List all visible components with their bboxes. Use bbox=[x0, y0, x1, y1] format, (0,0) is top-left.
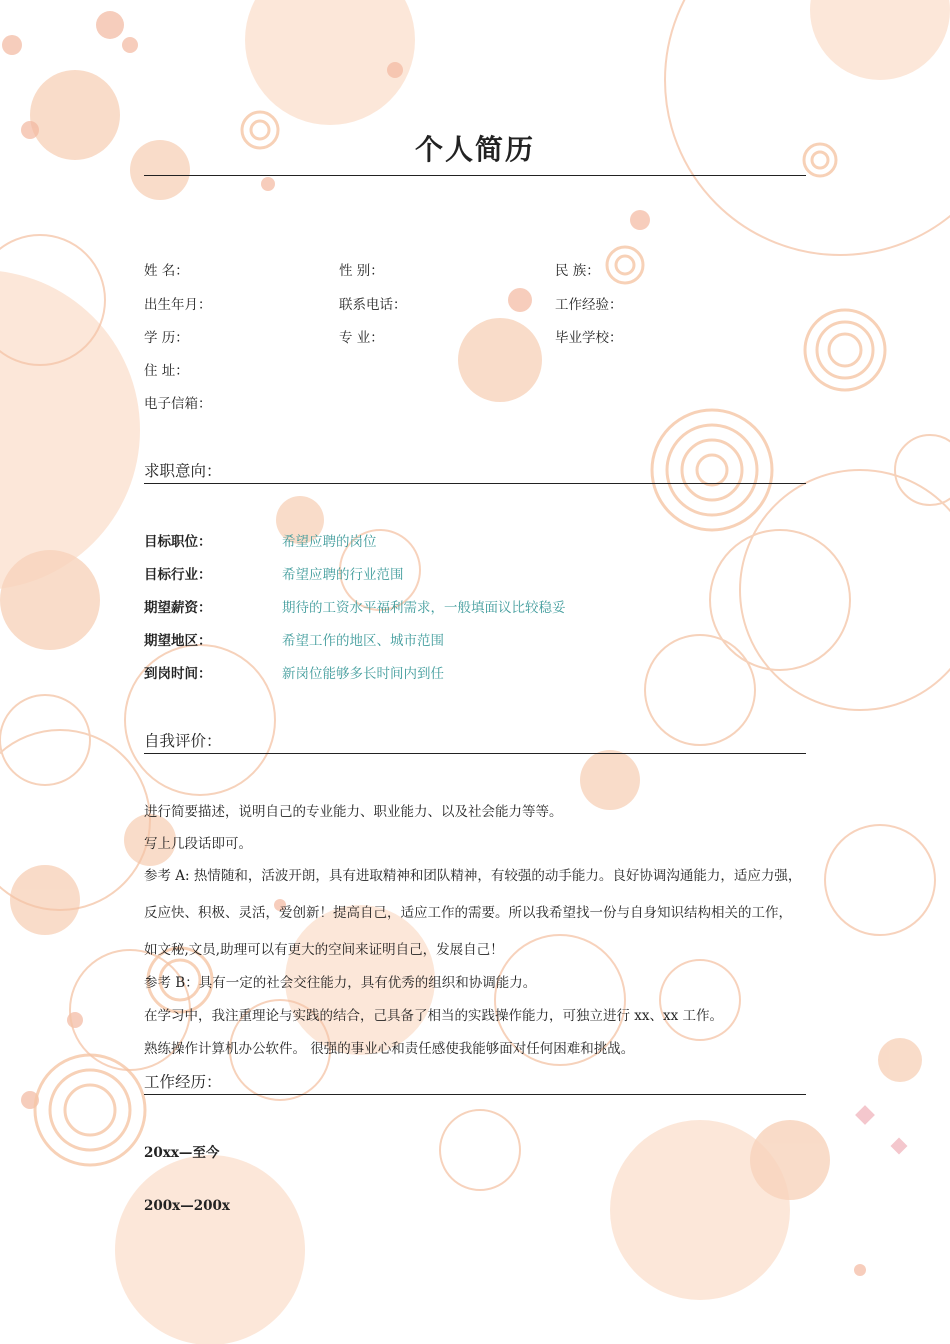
field-school: 毕业学校： bbox=[555, 330, 623, 346]
intent-label-region: 期望地区： bbox=[144, 633, 212, 649]
self-eval-line: 参考 A: 热情随和，活波开朗，具有进取精神和团队精神，有较强的动手能力。良好协调沟通能力，适应力强， bbox=[144, 868, 802, 884]
self-eval-line: 熟练操作计算机办公软件。 很强的事业心和责任感使我能够面对任何困难和挑战。 bbox=[144, 1041, 635, 1057]
field-major: 专 业： bbox=[339, 330, 384, 346]
field-gender: 性 别： bbox=[339, 263, 384, 279]
field-email: 电子信箱： bbox=[144, 396, 212, 412]
self-eval-line: 写上几段话即可。 bbox=[144, 836, 252, 852]
field-name: 姓 名： bbox=[144, 263, 189, 279]
field-ethnicity: 民 族： bbox=[555, 263, 600, 279]
field-education: 学 历： bbox=[144, 330, 189, 346]
section-divider bbox=[144, 483, 806, 484]
intent-label-salary: 期望薪资： bbox=[144, 600, 212, 616]
field-birth-date: 出生年月： bbox=[144, 297, 212, 313]
self-eval-line: 在学习中，我注重理论与实践的结合，己具备了相当的实践操作能力，可独立进行 xx、xx 工作。 bbox=[144, 1008, 724, 1024]
work-period: 20xx—至今 bbox=[144, 1145, 220, 1161]
section-divider bbox=[144, 753, 806, 754]
title-divider bbox=[144, 175, 806, 176]
intent-value-salary: 期待的工资水平福利需求，一般填面议比较稳妥 bbox=[282, 600, 566, 616]
self-eval-line: 反应快、积极、灵活，爱创新！提高自己，适应工作的需要。所以我希望找一份与自身知识结构相关的工作， bbox=[144, 905, 792, 921]
section-heading-self-eval: 自我评价： bbox=[144, 732, 222, 750]
page-title: 个人简历 bbox=[414, 133, 535, 166]
intent-value-start-time: 新岗位能够多长时间内到任 bbox=[282, 666, 444, 682]
self-eval-line: 如文秘,文员,助理可以有更大的空间来证明自己，发展自己！ bbox=[144, 942, 504, 958]
field-experience: 工作经验： bbox=[555, 297, 623, 313]
section-heading-work-experience: 工作经历： bbox=[144, 1073, 222, 1091]
work-period: 200x—200x bbox=[144, 1198, 230, 1214]
intent-value-industry: 希望应聘的行业范围 bbox=[282, 567, 404, 583]
intent-value-position: 希望应聘的岗位 bbox=[282, 534, 377, 550]
field-phone: 联系电话： bbox=[339, 297, 407, 313]
intent-label-start-time: 到岗时间： bbox=[144, 666, 212, 682]
section-heading-job-intent: 求职意向： bbox=[144, 462, 222, 480]
section-divider bbox=[144, 1094, 806, 1095]
self-eval-line: 参考 B：具有一定的社会交往能力，具有优秀的组织和协调能力。 bbox=[144, 975, 537, 991]
intent-label-position: 目标职位： bbox=[144, 534, 212, 550]
field-address: 住 址： bbox=[144, 363, 189, 379]
intent-label-industry: 目标行业： bbox=[144, 567, 212, 583]
intent-value-region: 希望工作的地区、城市范围 bbox=[282, 633, 444, 649]
self-eval-line: 进行简要描述，说明自己的专业能力、职业能力、以及社会能力等等。 bbox=[144, 804, 563, 820]
